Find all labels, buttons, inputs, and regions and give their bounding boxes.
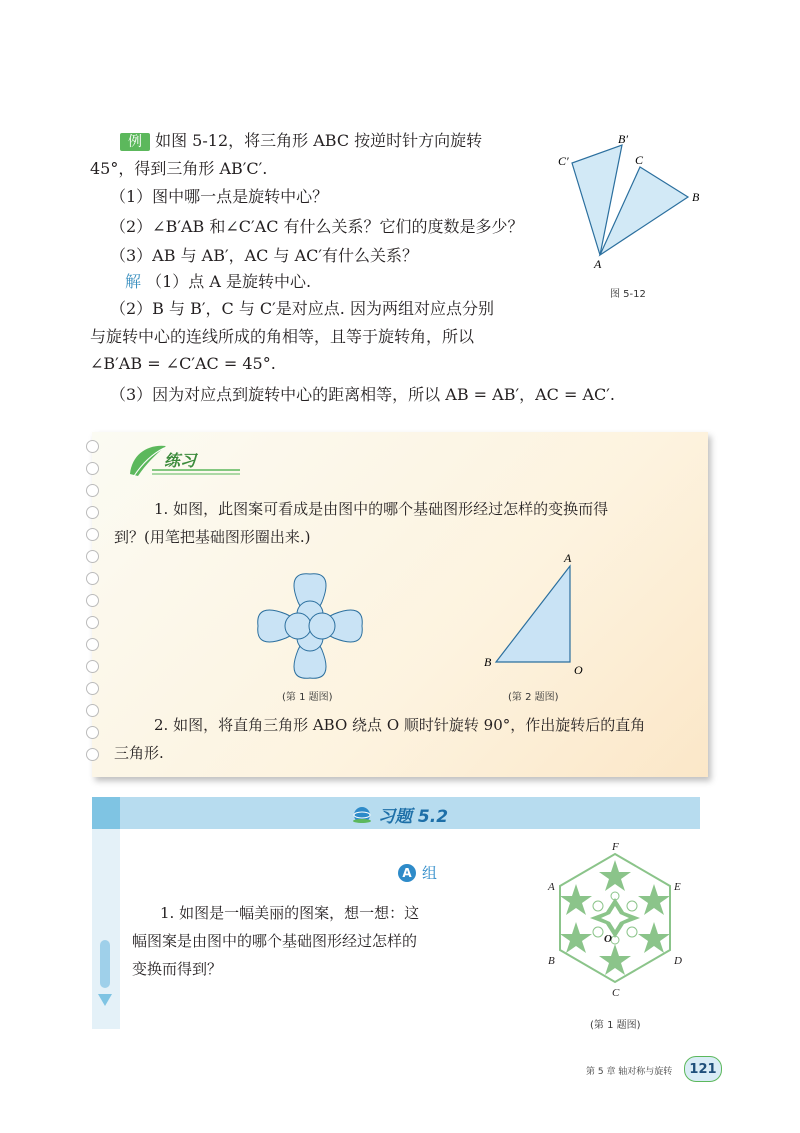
- practice-q2-line-2: 三角形.: [114, 744, 164, 762]
- ring-left: [285, 613, 311, 639]
- hex-label-e: E: [674, 881, 681, 893]
- hex-label-d: D: [674, 955, 682, 967]
- hex-label-o: O: [604, 933, 612, 945]
- solution-3: （3）因为对应点到旋转中心的距离相等，所以 AB = AB′，AC = AC′.: [110, 385, 615, 404]
- question-2: （2）∠B′AB 和∠C′AC 有什么关系？它们的度数是多少？: [110, 217, 524, 236]
- exercise-1-line-3: 变换而得到？: [132, 960, 223, 978]
- exercise-title-text: 习题 5.2: [378, 807, 449, 827]
- solution-label: 解: [125, 272, 142, 291]
- label-c-prime: C′: [558, 154, 569, 168]
- practice-title: 练习: [164, 451, 197, 470]
- example-intro: 如图 5-12，将三角形 ABC 按逆时针方向旋转: [155, 131, 483, 150]
- footer-chapter: 第 5 章 轴对称与旋转: [586, 1067, 673, 1077]
- solution-2a: （2）B 与 B′，C 与 C′是对应点. 因为两组对应点分别: [110, 299, 494, 318]
- label-tri-o: O: [574, 663, 583, 677]
- practice-q1-line-1: 1. 如图，此图案可看成是由图中的哪个基础图形经过怎样的变换而得: [154, 500, 609, 518]
- hex-label-f: F: [612, 841, 619, 853]
- exercise-1-line-2: 幅图案是由图中的哪个基础图形经过怎样的: [132, 932, 418, 950]
- center-star: [590, 898, 640, 938]
- label-c: C: [635, 153, 644, 167]
- question-1: （1）图中哪一点是旋转中心？: [110, 187, 329, 206]
- example-line-2: 45°，得到三角形 AB′C′.: [90, 159, 268, 178]
- triangle-abo: [496, 566, 570, 662]
- practice-q1-line-2: 到？(用笔把基础图形圈出来.): [114, 528, 311, 546]
- figure-5-12: [550, 125, 720, 300]
- hex-label-b: B: [548, 955, 555, 967]
- exercise-header-tab: [92, 797, 120, 829]
- exercise-1-line-1: 1. 如图是一幅美丽的图案，想一想：这: [160, 904, 420, 922]
- group-label: 组: [422, 864, 438, 882]
- solution-2b: 与旋转中心的连线所成的角相等，且等于旋转角，所以: [90, 327, 475, 346]
- label-a: A: [594, 257, 602, 271]
- figure-5-12-caption: 图 5-12: [610, 289, 646, 300]
- exercise-fig1-caption: (第 1 题图): [590, 1020, 641, 1031]
- hex-label-a: A: [548, 881, 555, 893]
- practice-fig2-caption: (第 2 题图): [508, 692, 559, 703]
- globe-icon: [352, 805, 372, 825]
- solution-1: （1）点 A 是旋转中心.: [146, 272, 312, 291]
- group-letter-badge: A: [398, 864, 416, 882]
- label-b: B: [692, 190, 700, 204]
- solution-2c: ∠B′AB = ∠C′AC = 45°.: [90, 354, 276, 373]
- label-b-prime: B′: [618, 132, 628, 146]
- flower-pattern-figure: [250, 566, 370, 686]
- question-3: （3）AB 与 AB′，AC 与 AC′有什么关系？: [110, 246, 419, 265]
- hex-label-c: C: [612, 987, 620, 999]
- solution-line-1: [125, 271, 311, 293]
- page-number: 121: [684, 1056, 722, 1082]
- ring-right: [309, 613, 335, 639]
- example-line-1: [120, 130, 482, 152]
- scroll-arrow-icon: [94, 940, 116, 1010]
- exercise-title: [352, 802, 448, 827]
- group-a-heading: [398, 862, 437, 883]
- hexagon-pattern-figure: [540, 840, 690, 1020]
- practice-q2-line-1: 2. 如图，将直角三角形 ABO 绕点 O 顺时针旋转 90°，作出旋转后的直角: [154, 716, 646, 734]
- practice-box: [92, 432, 708, 777]
- example-badge: 例: [120, 133, 150, 151]
- right-triangle-figure: [480, 550, 590, 680]
- label-tri-b: B: [484, 655, 492, 669]
- practice-fig1-caption: (第 1 题图): [282, 692, 333, 703]
- label-tri-a: A: [564, 551, 572, 565]
